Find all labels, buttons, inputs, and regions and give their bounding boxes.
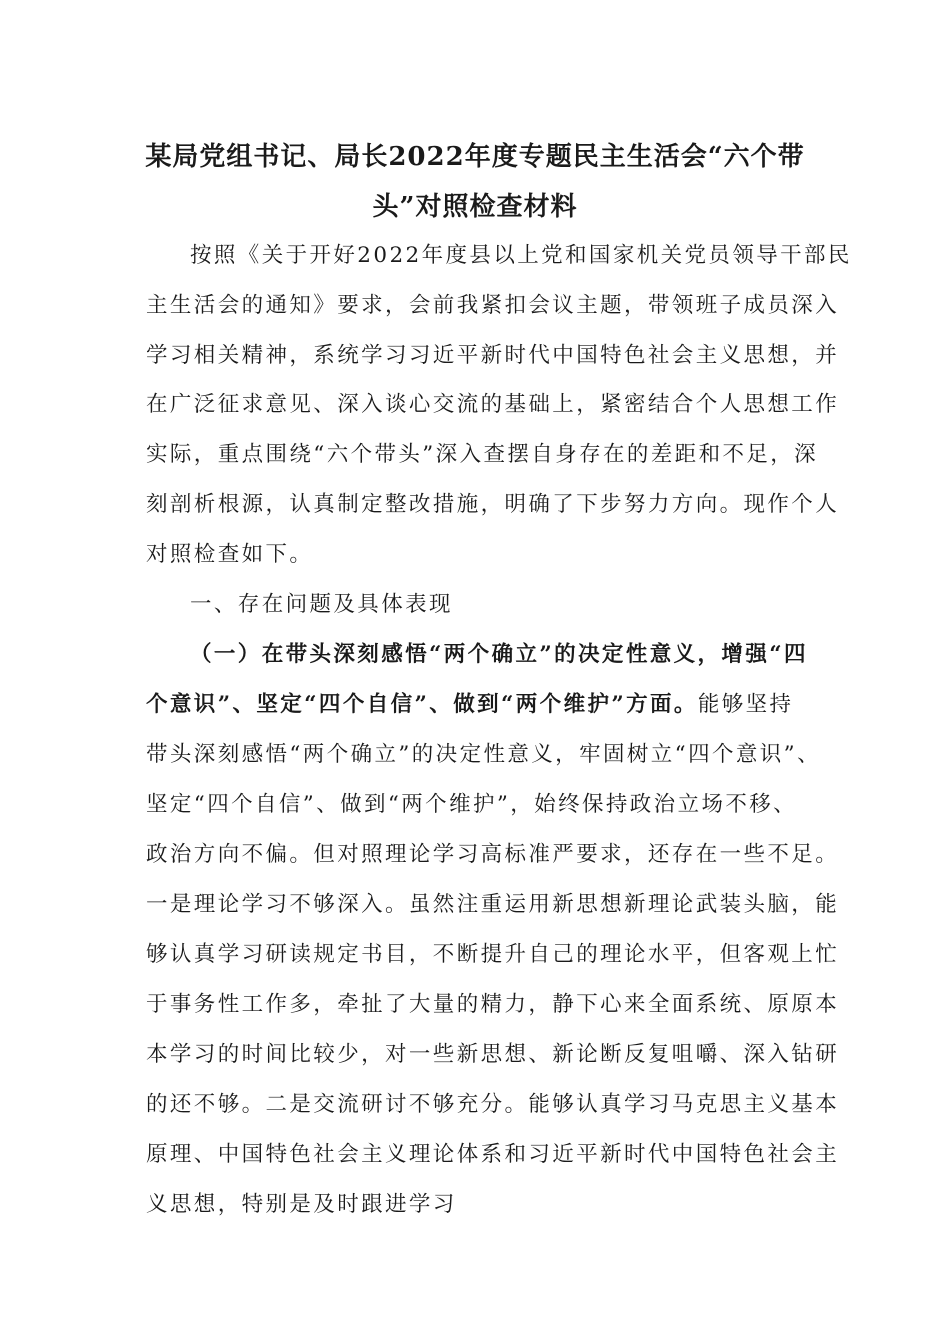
intro-line: 实际，重点围绕“六个带头”深入查摆自身存在的差距和不足，深: [146, 442, 819, 467]
intro-line: 按照《关于开好2022年度县以上党和国家机关党员领导干部民: [190, 243, 852, 268]
subsection-heading-bold-tail: 个意识”、坚定“四个自信”、做到“两个维护”方面。: [146, 692, 698, 717]
section-heading: 一、存在问题及具体表现: [190, 592, 453, 617]
intro-line: 学习相关精神，系统学习习近平新时代中国特色社会主义思想，并: [146, 343, 840, 368]
intro-line: 刻剖析根源，认真制定整改措施，明确了下步努力方向。现作个人: [146, 492, 840, 517]
body-line: 于事务性工作多，牵扯了大量的精力，静下心来全面系统、原原本: [146, 992, 840, 1017]
body-line: 带头深刻感悟“两个确立”的决定性意义，牢固树立“四个意识”、: [146, 742, 821, 767]
body-line: 政治方向不偏。但对照理论学习高标准严要求，还存在一些不足。: [146, 842, 840, 867]
intro-line: 对照检查如下。: [146, 542, 314, 567]
body-line: 义思想，特别是及时跟进学习: [146, 1192, 457, 1217]
document-title-line-1: 某局党组书记、局长2022年度专题民主生活会“六个带: [145, 142, 805, 172]
body-line: 坚定“四个自信”、做到“两个维护”，始终保持政治立场不移、: [146, 792, 798, 817]
subsection-heading-line-2: [146, 687, 793, 718]
body-line: 够认真学习研读规定书目，不断提升自己的理论水平，但客观上忙: [146, 942, 840, 967]
subsection-body-start: 能够坚持: [697, 692, 794, 717]
body-line: 的还不够。二是交流研讨不够充分。能够认真学习马克思主义基本: [146, 1092, 840, 1117]
body-line: 原理、中国特色社会主义理论体系和习近平新时代中国特色社会主: [146, 1142, 840, 1167]
intro-line: 在广泛征求意见、深入谈心交流的基础上，紧密结合个人思想工作: [146, 392, 840, 417]
subsection-heading-line-1: （一）在带头深刻感悟“两个确立”的决定性意义，增强“四: [190, 642, 808, 667]
body-line: 一是理论学习不够深入。虽然注重运用新思想新理论武装头脑，能: [146, 892, 840, 917]
document-title-line-2: 头”对照检查材料: [372, 192, 578, 222]
body-line: 本学习的时间比较少，对一些新思想、新论断反复咀嚼、深入钻研: [146, 1042, 840, 1067]
intro-line: 主生活会的通知》要求，会前我紧扣会议主题，带领班子成员深入: [146, 293, 840, 318]
